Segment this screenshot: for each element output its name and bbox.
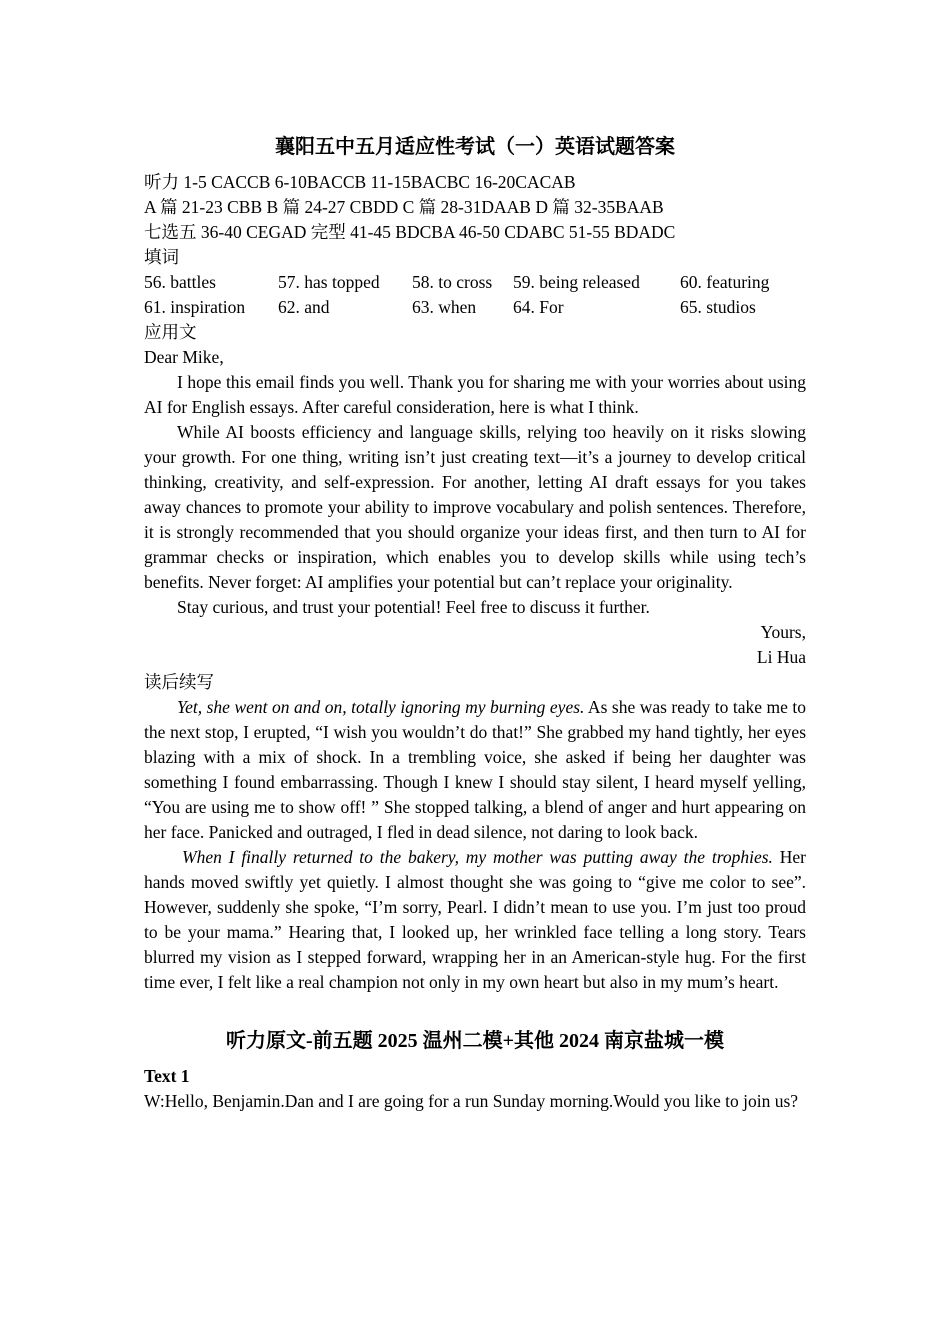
fill-cell: 57. has topped — [278, 272, 380, 292]
essay-greeting: Dear Mike, — [144, 347, 224, 367]
fill-cell: 62. and — [278, 297, 330, 317]
essay-paragraph: Stay curious, and trust your potential! Feel free to discuss it further. — [177, 597, 650, 617]
fill-cell: 58. to cross — [412, 272, 493, 292]
fill-row — [144, 270, 806, 295]
text-label: Text 1 — [144, 1066, 190, 1086]
continuation-paragraph — [144, 845, 806, 995]
fill-cell: 63. when — [412, 297, 477, 317]
listening-answers: 听力 1-5 CACCB 6-10BACCB 11-15BACBC 16-20CACAB — [144, 172, 576, 192]
fill-label: 填词 — [144, 247, 179, 267]
continuation-lead-sentence: When I finally returned to the bakery, my mother was putting away the trophies. — [182, 847, 773, 867]
continuation-label: 读后续写 — [144, 672, 214, 692]
fill-row — [144, 295, 806, 320]
essay-label: 应用文 — [144, 322, 197, 342]
continuation-paragraph — [144, 695, 806, 845]
continuation-text: As she was ready to take me to the next stop, I erupted, “I wish you wouldn’t do that!” She grabbed my hand tightly, her eyes blazing with a mix of shock. In a trembling voice, she asked if being her daughter was something I found embarrassing. Though I knew I should stay silent, I heard myself yelling, “You are using me to show off! ” She stopped talking, a blend of anger and hurt appearing on her face. Panicked and outraged, I fled in dead silence, not daring to look back. — [144, 697, 807, 842]
essay-paragraph: While AI boosts efficiency and language skills, relying too heavily on it risks slowing your growth. For one thing, writing isn’t just creating text—it’s a journey to develop critical thinking, creativity, and self-expression. For another, letting AI draft essays for you takes away chances to promote your ability to improve vocabulary and polish sentences. Therefore, it is strongly recommended that you should organize your ideas first, and then turn to AI for grammar checks or inspiration, which enables you to develop skills while using tech’s benefits. Never forget: AI amplifies your potential but can’t replace your originality. — [144, 422, 806, 592]
fill-cell: 56. battles — [144, 272, 216, 292]
continuation-lead-sentence: Yet, she went on and on, totally ignoring my burning eyes. — [177, 697, 585, 717]
continuation-text: Her hands moved swiftly yet quietly. I almost thought she was going to “give me color to see”. However, suddenly she spoke, “I’m sorry, Pearl. I didn’t mean to use you. I’m just too proud to be your mama.” Hearing that, I looked up, her wrinkled face telling a long story. Tears blurred my vision as I stepped forward, wrapping her in an American-style hug. For the first time ever, I felt like a real champion not only in my own heart but also in my mum’s heart. — [144, 847, 806, 992]
fill-answers-grid — [144, 270, 806, 320]
reading-answers: A 篇 21-23 CBB B 篇 24-27 CBDD C 篇 28-31DAAB D 篇 32-35BAAB — [144, 197, 664, 217]
document-content — [144, 133, 806, 1114]
fill-cell: 60. featuring — [680, 272, 770, 292]
fill-cell: 61. inspiration — [144, 297, 246, 317]
cloze-answers: 七选五 36-40 CEGAD 完型 41-45 BDCBA 46-50 CDABC 51-55 BDADC — [144, 222, 676, 242]
essay-paragraph: I hope this email finds you well. Thank you for sharing me with your worries about using AI for English essays. After careful consideration, here is what I think. — [144, 372, 806, 417]
essay-closing: Yours, — [760, 622, 806, 642]
fill-cell: 64. For — [513, 297, 564, 317]
page-title: 襄阳五中五月适应性考试（一）英语试题答案 — [275, 136, 675, 158]
script-line: W:Hello, Benjamin.Dan and I are going for a run Sunday morning.Would you like to join us? — [144, 1091, 799, 1111]
essay-signature: Li Hua — [756, 647, 806, 667]
fill-cell: 65. studios — [680, 297, 756, 317]
fill-cell: 59. being released — [513, 272, 640, 292]
listening-script-title: 听力原文-前五题 2025 温州二模+其他 2024 南京盐城一模 — [225, 1030, 725, 1052]
